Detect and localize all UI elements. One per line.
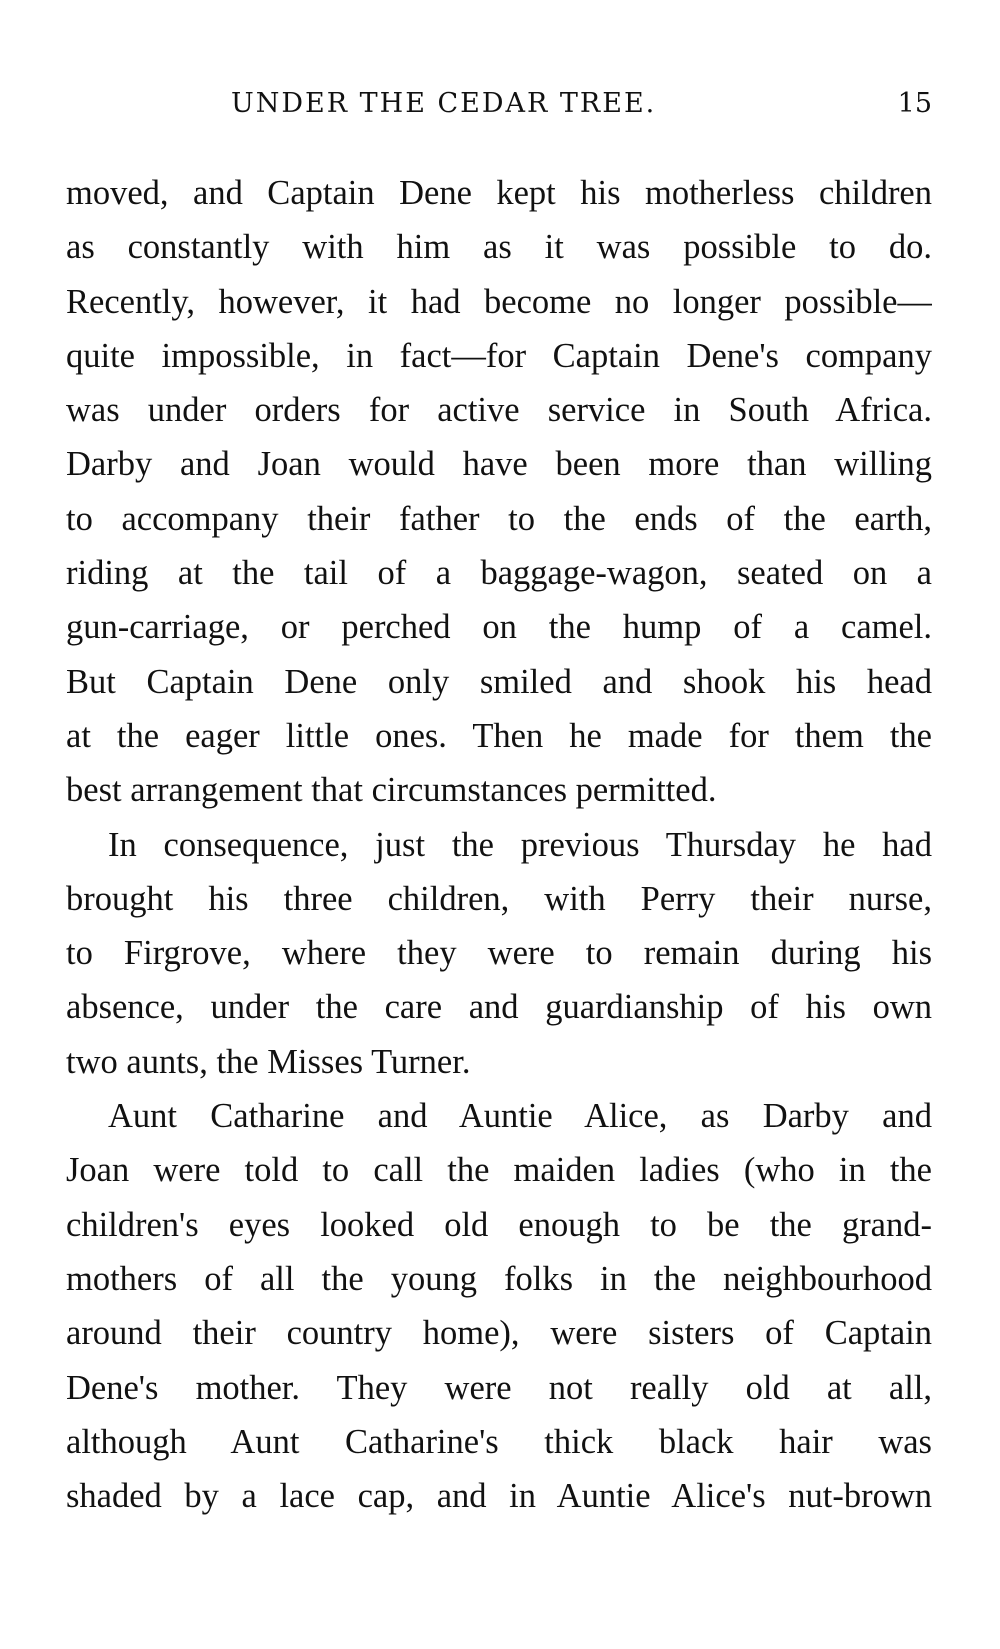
text-line: although Aunt Catharine's thick black hair was bbox=[66, 1422, 932, 1461]
paragraph-first-line: In consequence, just the previous Thursday he had bbox=[108, 825, 932, 864]
text-line: two aunts, the Misses Turner. bbox=[66, 1042, 471, 1081]
page-number: 15 bbox=[897, 88, 932, 119]
text-line: mothers of all the young folks in the neighbourhood bbox=[66, 1259, 932, 1298]
text-line: around their country home), were sisters of Captain bbox=[66, 1314, 932, 1353]
text-line: moved, and Captain Dene kept his motherless children bbox=[66, 174, 932, 212]
body-text bbox=[66, 166, 932, 1523]
text-line: Darby and Joan would have been more than willing bbox=[66, 445, 932, 484]
text-line: best arrangement that circumstances permitted. bbox=[66, 771, 717, 810]
text-line: absence, under the care and guardianship of his own bbox=[66, 988, 932, 1027]
text-line: to Firgrove, where they were to remain during his bbox=[66, 934, 932, 973]
running-title: UNDER THE CEDAR TREE. bbox=[231, 88, 657, 119]
text-line: as constantly with him as it was possible to do. bbox=[66, 228, 932, 267]
text-line: gun-carriage, or perched on the hump of a camel. bbox=[66, 608, 932, 647]
text-line: to accompany their father to the ends of the earth, bbox=[66, 499, 932, 538]
text-line: shaded by a lace cap, and in Auntie Alice's nut-brown bbox=[66, 1477, 932, 1516]
text-line: brought his three children, with Perry their nurse, bbox=[66, 879, 932, 918]
text-line: riding at the tail of a baggage-wagon, seated on a bbox=[66, 554, 932, 593]
page-header bbox=[66, 88, 932, 128]
text-line: quite impossible, in fact—for Captain Dene's company bbox=[66, 336, 932, 375]
text-line: was under orders for active service in South Africa. bbox=[66, 391, 932, 430]
paragraph-first-line: Aunt Catharine and Auntie Alice, as Darby and bbox=[108, 1097, 932, 1136]
text-line: Joan were told to call the maiden ladies (who in the bbox=[66, 1151, 932, 1190]
text-line: at the eager little ones. Then he made for them the bbox=[66, 716, 932, 755]
text-line: children's eyes looked old enough to be the grand- bbox=[66, 1205, 932, 1244]
text-line: Dene's mother. They were not really old at all, bbox=[66, 1368, 932, 1407]
text-line: But Captain Dene only smiled and shook his head bbox=[66, 662, 932, 701]
text-line: Recently, however, it had become no longer possible— bbox=[66, 282, 932, 321]
